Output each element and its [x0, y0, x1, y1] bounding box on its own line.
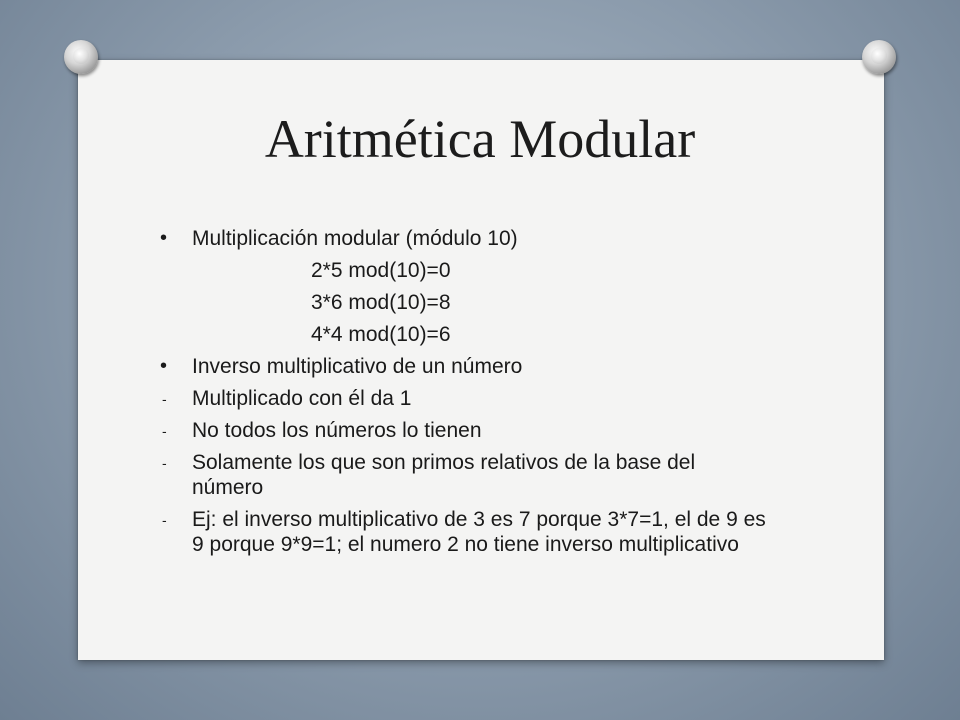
- sub-item-text: No todos los números lo tienen: [192, 419, 482, 442]
- sub-item: [160, 450, 762, 500]
- sub-item: [160, 418, 800, 443]
- example-line: [160, 322, 800, 347]
- bullet-text: Multiplicación modular (módulo 10): [192, 227, 518, 250]
- dash-marker: -: [162, 512, 167, 528]
- bullet-item: [160, 226, 800, 251]
- example-line: [160, 258, 800, 283]
- dash-marker: -: [162, 423, 167, 439]
- pushpin-icon: [862, 40, 896, 74]
- pushpin-icon: [64, 40, 98, 74]
- sub-item-text: Multiplicado con él da 1: [192, 387, 412, 410]
- dash-marker: -: [162, 455, 167, 471]
- sub-item: [160, 386, 800, 411]
- bullet-text: Inverso multiplicativo de un número: [192, 355, 523, 378]
- sub-item-text: Ej: el inverso multiplicativo de 3 es 7 porque 3*7=1, el de 9 es 9 porque 9*9=1; el numero 2 no tiene inverso multiplicativo: [192, 508, 766, 556]
- sub-item-text: Solamente los que son primos relativos de la base del número: [192, 451, 696, 499]
- slide-title: Aritmética Modular: [264, 109, 696, 169]
- bullet-marker: •: [160, 355, 168, 377]
- slide-content: [160, 226, 800, 564]
- example-text: 3*6 mod(10)=8: [311, 291, 451, 314]
- bullet-marker: •: [160, 227, 168, 249]
- bullet-item: [160, 354, 800, 379]
- example-line: [160, 290, 800, 315]
- sub-item: [160, 507, 782, 557]
- dash-marker: -: [162, 391, 167, 407]
- example-text: 4*4 mod(10)=6: [311, 323, 451, 346]
- example-text: 2*5 mod(10)=0: [311, 259, 451, 282]
